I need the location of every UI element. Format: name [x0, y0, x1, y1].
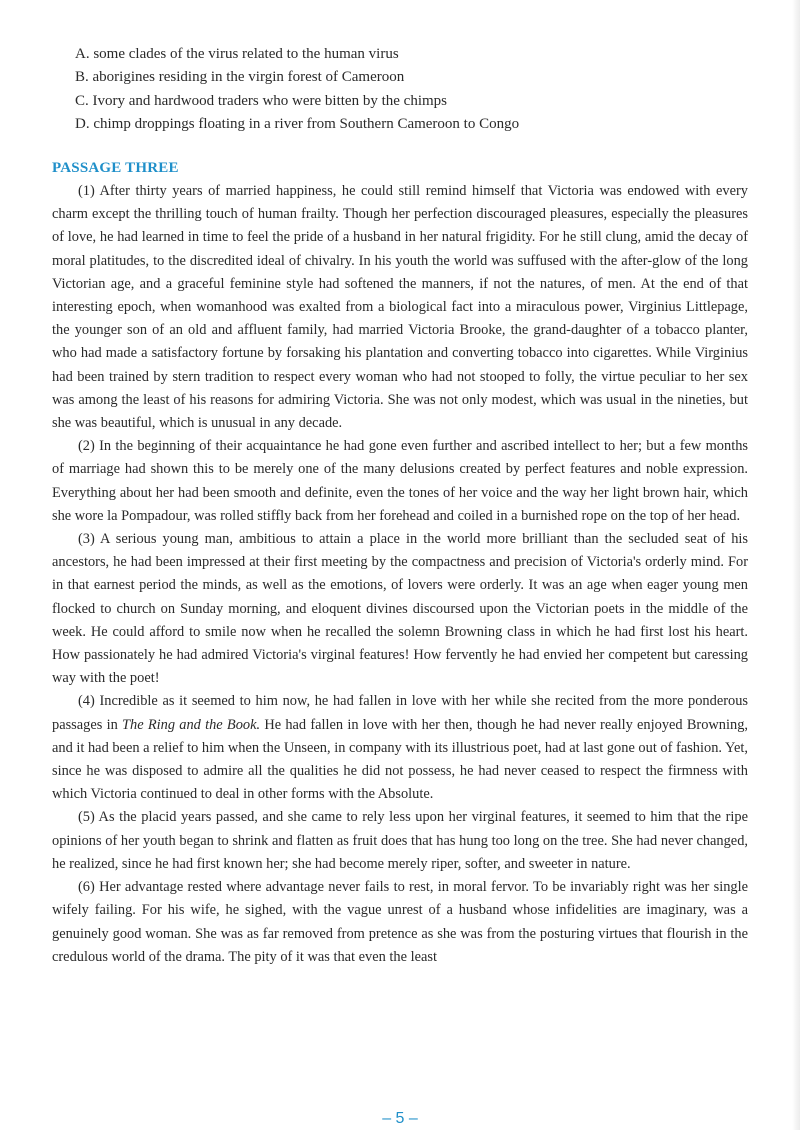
- paragraph-3: (3) A serious young man, ambitious to attain a place in the world more brilliant than the secluded seat of his ancestors, he had been impressed at their first meeting by the compactness and precision of Victoria's orderly mind. For in that earnest period the minds, as well as the emotions, of lovers were orderly. It was an age when eager young men flocked to church on Sunday morning, and eloquent divines discoursed upon the Victorian poets in the middle of the week. He could afford to smile now when he recalled the solemn Browning class in which he had first lost his heart. How passionately he had admired Victoria's virginal features! How fervently he had envied her competent but caressing way with the poet!: [52, 531, 748, 687]
- page-number: – 5 –: [382, 1110, 418, 1127]
- passage-body: [52, 180, 748, 969]
- paragraph-4: [52, 690, 748, 806]
- paragraph-4-rest: He had fallen in love with her then, though he had never really enjoyed Browning, and it had been a relief to him when the Unseen, in company with its illustrious poet, had at last gone out of fashion. Yet, since he was disposed to admire all the qualities he did not possess, he had never ceased to respect the firmness with which Victoria continued to deal in other forms with the Absolute.: [52, 716, 748, 803]
- passage-heading: PASSAGE THREE: [52, 160, 179, 176]
- paragraph-1: (1) After thirty years of married happiness, he could still remind himself that Victoria was endowed with every charm except the thrilling touch of human frailty. Though her perfection discouraged pleasures, especially the pleasures of love, he had learned in time to feel the pride of a husband in her natural frigidity. For he still clung, amid the decay of moral platitudes, to the discredited ideal of chivalry. In his youth the world was suffused with the after-glow of the long Victorian age, and a graceful feminine style had softened the manners, if not the natures, of men. At the end of that interesting epoch, when womanhood was exalted from a biological fact into a miraculous power, Virginius Littlepage, the younger son of an old and affluent family, had married Victoria Brooke, the grand-daughter of a tobacco planter, who had made a satisfactory fortune by forsaking his plantation and converting tobacco into cigarettes. While Virginius had been trained by stern tradition to respect every woman who had not stooped to folly, the virtue peculiar to her sex was among the least of his reasons for admiring Victoria. She was not only modest, which was usual in the nineties, but she was beautiful, which is unusual in any decade.: [52, 183, 748, 432]
- option-a: A. some clades of the virus related to the human virus: [75, 46, 399, 62]
- option-d: D. chimp droppings floating in a river from Southern Cameroon to Congo: [75, 115, 520, 132]
- option-c: C. Ivory and hardwood traders who were bitten by the chimps: [75, 92, 447, 109]
- page-edge-shadow: [792, 0, 800, 1130]
- option-b: B. aborigines residing in the virgin forest of Cameroon: [75, 69, 405, 86]
- paragraph-4-lead: (4) Incredible as it seemed to him now, he had fallen in love with her while she recited from the more ponderous passages in: [52, 693, 748, 733]
- paragraph-5: (5) As the placid years passed, and she came to rely less upon her virginal features, it seemed to him that the ripe opinions of her youth began to shrink and flatten as fruit does that has hung too long on the tree. She had never changed, he realized, since he had first known her; she had become merely riper, softer, and sweeter in nature.: [52, 809, 748, 872]
- book-title: The Ring and the Book.: [122, 716, 261, 733]
- answer-options: [75, 43, 755, 136]
- paragraph-6: (6) Her advantage rested where advantage never fails to rest, in moral fervor. To be invariably right was her single wifely failing. For his wife, he sighed, with the vague unrest of a husband whose infidelities are imaginary, was a genuinely good woman. She was as far removed from pretence as she was from the posturing virtues that flourish in the credulous world of the drama. The pity of it was that even the least: [52, 879, 748, 965]
- paragraph-2: (2) In the beginning of their acquaintance he had gone even further and ascribed intellect to her; but a few months of marriage had shown this to be merely one of the many delusions created by perfect features and noble expression. Everything about her had been smooth and definite, even the tones of her voice and the way her light brown hair, which she wore la Pompadour, was rolled stiffly back from her forehead and coiled in a burnished rope on the top of her head.: [52, 438, 748, 524]
